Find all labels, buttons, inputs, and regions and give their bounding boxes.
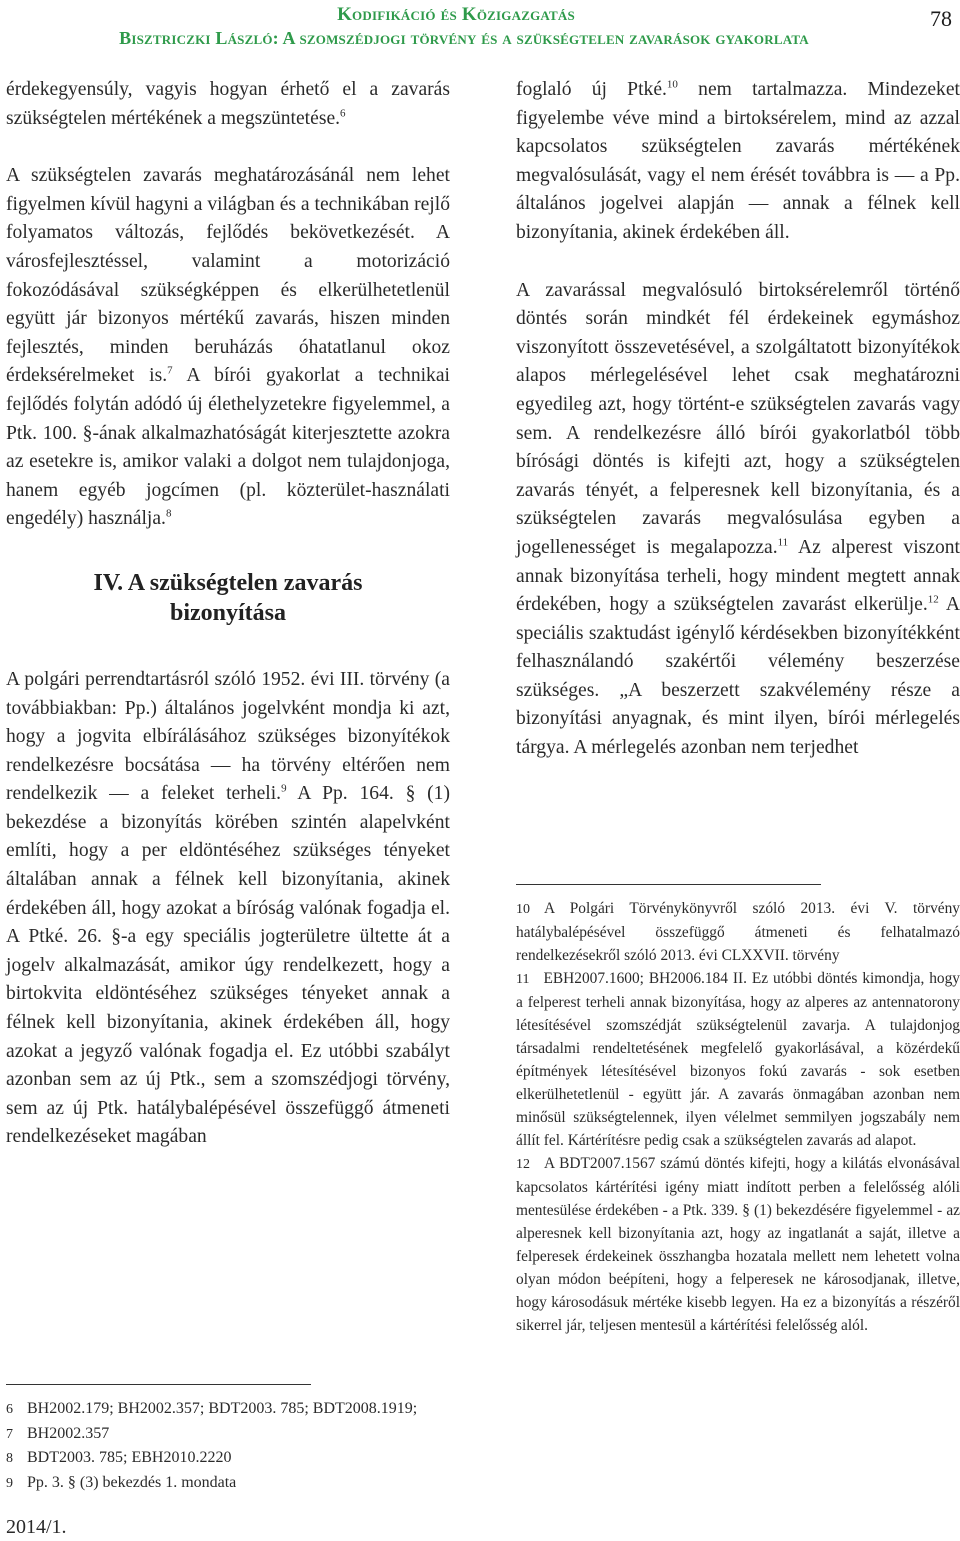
paragraph-text: érdekegyensúly, vagyis hogyan érhető el a zavarás szükségtelen mértékének a megszüntetése. (6, 79, 450, 129)
paragraph-text: A speciális szaktudást igénylő kérdésekben bizonyítékként felhasználandó szakértői vélemény beszerzése szükséges. „A beszerzett szakvélemény része a bizonyítási anyagnak, és mint ilyen, bírói mérlegelés tárgya. A mérlegelés azonban nem terjedhet (516, 594, 960, 759)
footnote-text: BH2002.357 (27, 1424, 110, 1442)
footnote-ref[interactable]: 11 (777, 536, 789, 549)
footnote-number: 10 (516, 902, 530, 917)
footnote-text: Pp. 3. § (3) bekezdés 1. mondata (27, 1473, 237, 1491)
footnote-number: 7 (6, 1426, 13, 1442)
section-heading (6, 568, 450, 628)
paragraph-text: Az alperest viszont annak bizonyítása terheli, hogy mindent megtett annak érdekében, hogy a szükségtelen zavarást elkerülje. (516, 536, 960, 616)
footnote (6, 1446, 450, 1471)
right-column (516, 76, 960, 763)
footnote (516, 897, 960, 967)
footnote-number: 12 (516, 1157, 530, 1172)
paragraph-text: A szükségtelen zavarás meghatározásánál nem lehet figyelmen kívül hagyni a világban és a technikában rejlő folyamatos változás, fejlődés bekövetkezését. A városfejlesztéssel, valamint a motorizáció fokozódásával szükségképpen és elkerülhetetlenül együtt jár bizonyos mértékű zavarás, hiszen minden fejlesztés, minden beruházás óhatatlanul okoz érdeksérelmeket is. (6, 165, 450, 387)
footnotes-left (6, 1384, 450, 1495)
paragraph-text: A bírói gyakorlat a technikai fejlődés folytán adódó új élethelyzetekre figyelemmel, a Ptk. 100. §-ának alkalmazhatóságát kiterjesztette azokra az esetekre is, amikor valaki a dolgot nem tulajdonjoga, hanem egyéb jogcímen (pl. közterület-használati engedély) használja. (6, 365, 450, 530)
page-header (0, 0, 960, 60)
footnote (6, 1422, 450, 1447)
paragraph (6, 666, 450, 1152)
footnote-number: 11 (516, 972, 530, 987)
article-running-title: Bisztriczki László: A szomszédjogi törvény és a szükségtelen zavarások gyakorlata (119, 28, 809, 48)
footnote-divider (6, 1384, 311, 1385)
section-heading-line: bizonyítása (169, 599, 286, 626)
issue-label: 2014/1. (6, 1516, 67, 1538)
footnote-ref[interactable]: 10 (666, 78, 678, 91)
footnote-text: BDT2003. 785; EBH2010.2220 (27, 1449, 232, 1466)
footnote-text: EBH2007.1600; BH2006.184 II. Ez utóbbi döntés kimondja, hogy a felperest terheli annak bizonyítása, hogy az alperes az antennatorony létesítésével szomszédját szükségtelenül zavarja. A tulajdonjog társadalmi rendeltetésének megfelelő gyakorlásával, a közérdekű építmények létesítésével bizonyos fokú zavarás - sok esetben elkerülhetetlenül - együtt jár. A zavarás önmagában azonban nem minősül szükségtelennek, ilyen vélelmet semmilyen jogszabály nem állít fel. Kártérítésre pedig csak a szükségtelen zavarás ad alapot. (516, 970, 960, 1149)
footnote-number: 8 (6, 1451, 13, 1466)
footnote (6, 1471, 450, 1496)
page-number: 78 (930, 6, 952, 31)
footnote (516, 1152, 960, 1337)
footnote-ref[interactable]: 8 (165, 507, 172, 520)
footnote-ref[interactable]: 7 (167, 364, 173, 377)
footnote-divider (516, 884, 821, 885)
footnote-number: 9 (6, 1475, 13, 1491)
paragraph-text: foglaló új Ptké. (516, 79, 667, 100)
footnote-ref[interactable]: 6 (340, 107, 346, 120)
footnote-ref[interactable]: 9 (281, 782, 287, 795)
paragraph (516, 76, 960, 248)
paragraph-text: A zavarással megvalósuló birtoksérelemről történő döntés során mindkét fél érdekeinek egymáshoz viszonyított összevetésével, a szolgáltatott bizonyítékok alapos mérlegelésével lehet csak meghatározni egyedileg azt, hogy történt-e szükségtelen zavarás vagy sem. A rendelkezésre álló bírói gyakorlatból több bírósági döntés is kifejti azt, hogy a szükségtelen zavarás tényét, a felperesnek kell bizonyítania, és a szükségtelen zavarás megvalósulása egyben a jogellenességet is megalapozza. (516, 279, 960, 558)
footnotes-right (516, 884, 960, 1337)
footnote-text: A BDT2007.1567 számú döntés kifejti, hogy a kilátás elvonásával kapcsolatos kártérítési igény miatt indított perben a felelősség alóli mentesülése érdekében - a Ptk. 339. § (1) bekezdésére figyelemmel - az alperesnek kell bizonyítania azt, hogy az ingatlanát a saját, illetve a felperesek érdekeinek összhangba hozatala mellett nem lehetett volna olyan módon beépíteni, hogy a felperesek ne károsodjanak, illetve, hogy károsodásuk mértéke kisebb legyen. Ha ez a bizonyítás a részéről sikerrel jár, teljesen mentesül a kártérítési felelősség alól. (516, 1155, 960, 1334)
footnote-text: BH2002.179; BH2002.357; BDT2003. 785; BDT2008.1919; (27, 1400, 418, 1417)
footnote (516, 967, 960, 1152)
paragraph-text: nem tartalmazza. Mindezeket figyelembe véve mind a birtoksérelem, mind az azzal kapcsolatos szükségtelen zavarás mértékének megvalósulását, vagy el nem érését továbbra is — a Pp. általános jogelvei alapján — annak a félnek kell bizonyítania, akinek érdekében áll. (516, 79, 960, 243)
paragraph (516, 277, 960, 763)
journal-title: Kodifikáció és Közigazgatás (337, 4, 575, 25)
paragraph (6, 162, 450, 534)
section-heading-line: IV. A szükségtelen zavarás (93, 569, 363, 596)
footnote (6, 1397, 450, 1422)
footnote-ref[interactable]: 12 (927, 593, 939, 606)
paragraph-text: A polgári perrendtartásról szóló 1952. évi III. törvény (a továbbiakban: Pp.) általános jogelvként mondja ki azt, hogy a jogvita elbírálásához szükséges bizonyítékok rendelkezésre bocsátása — ha törvény eltérően nem rendelkezik — a feleket terheli. (6, 668, 450, 805)
paragraph (6, 76, 450, 133)
left-column (6, 76, 450, 1152)
paragraph-text: A Pp. 164. § (1) bekezdése a bizonyítás körében szintén alapelvként említi, hogy a per eldöntéséhez szükséges tényeket általában annak a félnek kell bizonyítania, akinek érdekében áll, hogy azokat a bíróság valónak fogadja el. A Ptké. 26. §-a egy speciális jogterületre ültette át a jogelv alkalmazását, amikor úgy rendelkezett, hogy a birtokvita eldöntéséhez szükséges tényeket annak a félnek kell bizonyítania, akinek érdekében áll, hogy azokat a jegyző valónak fogadja el. Ez utóbbi szabályt azonban sem az új Ptk., sem a szomszédjogi törvény, sem az új Ptk. hatálybalépésével összefüggő átmeneti rendelkezéseket magában (6, 783, 450, 1148)
footnote-text: A Polgári Törvénykönyvről szóló 2013. évi V. törvény hatálybalépésével összefüggő átmeneti és felhatalmazó rendelkezésekről szóló 2013. évi CLXXVII. törvény (516, 900, 960, 964)
footnote-number: 6 (6, 1402, 13, 1417)
